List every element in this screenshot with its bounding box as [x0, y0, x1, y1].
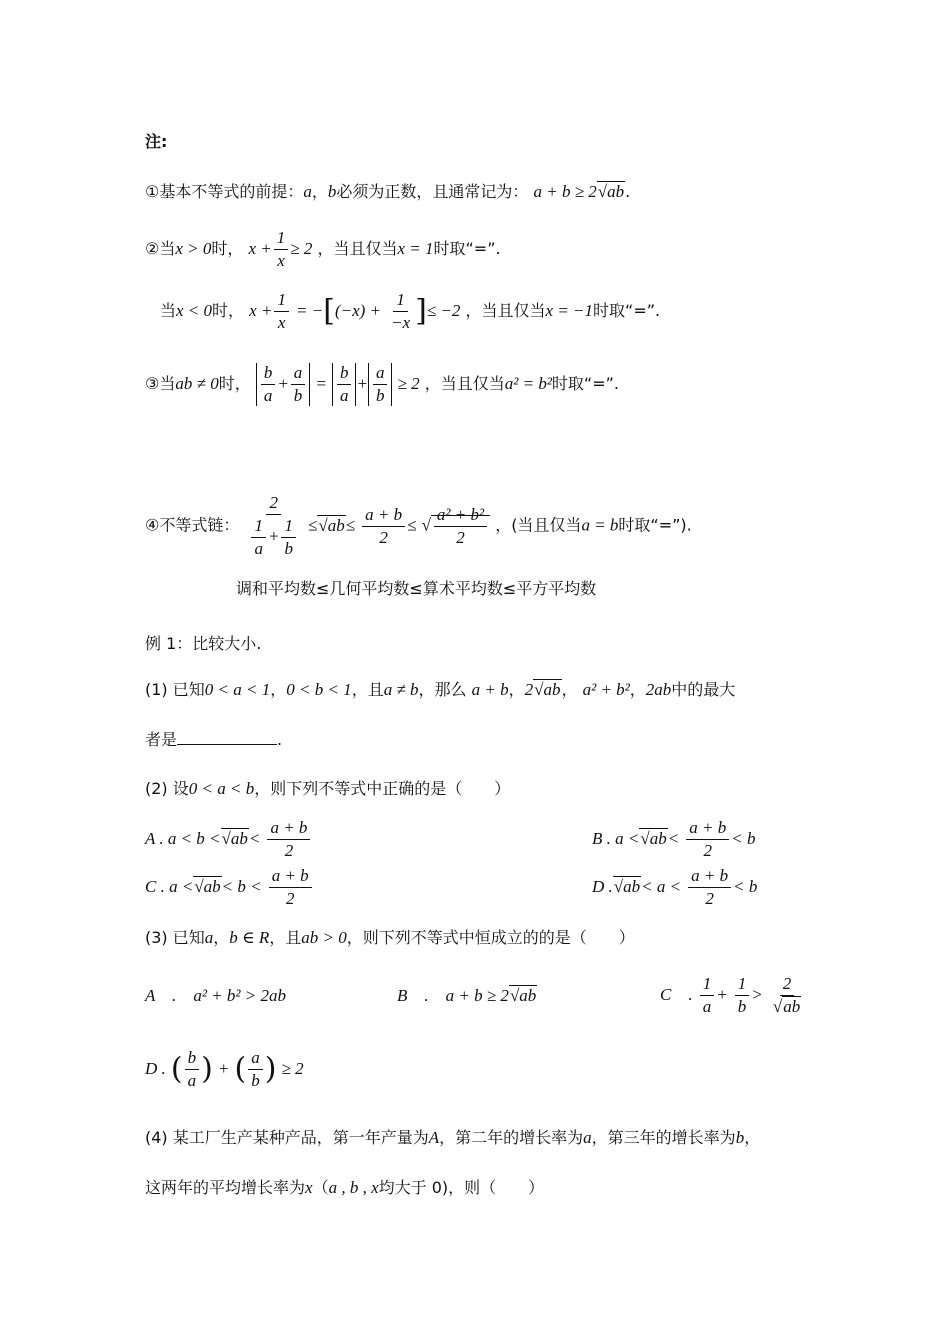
option-2c[interactable]: C . a <√ab< b < $\frac{a + b}{2}$ [145, 866, 314, 909]
question-4-cont: 这两年的平均增长率为x（a , b , x均大于 0)，则（ ） [145, 1178, 545, 1197]
abs-value-line: ③当ab ≠ 0时， $\frac{b}{a}$ + $\frac{a}{b}$ = $\frac{b}{a}$ + $\frac{a}{b}$ ≥ 2 ，当且仅当a² = b²时取“=”. [145, 363, 619, 405]
option-3c[interactable]: C . $\frac{1}{a}$ + $\frac{1}{b}$ > $\frac{2}{√ab}$ [660, 974, 801, 1016]
question-2: (2) 设0 < a < b，则下列不等式中正确的是（ ） [145, 779, 511, 798]
question-4: (4) 某工厂生产某种产品，第一年产量为A，第二年的增长率为a，第三年的增长率为b， [145, 1128, 761, 1147]
example-1-title: 例 1：比较大小. [145, 634, 262, 653]
option-3d[interactable]: D . ( $\frac{b}{a}$ ) + ( $\frac{a}{b}$ ) ≥ 2 [145, 1048, 304, 1090]
option-2b[interactable]: B . a <√ab< $\frac{a + b}{2}$ < b [592, 818, 756, 860]
question-3: (3) 已知a，b ∈ R，且ab > 0，则下列不等式中恒成立的的是（ ） [145, 928, 635, 947]
option-2d[interactable]: D .√ab< a < $\frac{a + b}{2}$ < b [592, 866, 758, 908]
means-chain: 调和平均数≤几何平均数≤算术平均数≤平方平均数 [236, 579, 597, 598]
note-title: 注: [145, 132, 168, 151]
option-2a[interactable]: A . a < b <√ab< $\frac{a + b}{2}$ [145, 818, 312, 861]
inequality-chain: ④不等式链： 2 $\frac{1}{a}$ + $\frac{1}{b}$ ≤√ab≤ $\frac{a + b}{2}$ ≤ √ $\frac{\text{a² + b²}}{2}$ ，(当且仅当a = b时取“=”). [145, 493, 692, 558]
positive-x-line: ②当x > 0时， x + $\frac{1}{x}$ ≥ 2 ，当且仅当x = 1时取“=”. [145, 228, 501, 270]
premise-line: ①基本不等式的前提：a，b必须为正数，且通常记为： a + b ≥ 2√ab. [145, 182, 631, 201]
negative-x-line: 当x < 0时， x + $\frac{1}{x}$ = −[(−x) + $\frac{1}{-x}$ ]≤ −2 ，当且仅当x = −1时取“=”. [160, 290, 661, 332]
question-1: (1) 已知0 < a < 1，0 < b < 1，且a ≠ b，那么 a + b，2√ab， a² + b²，2ab中的最大 [145, 680, 736, 699]
option-3a[interactable]: A . a² + b² > 2ab [145, 986, 286, 1005]
answer-blank[interactable] [177, 728, 277, 745]
option-3b[interactable]: B . a + b ≥ 2√ab [397, 986, 537, 1005]
question-1-answer: 者是 . [145, 730, 283, 749]
